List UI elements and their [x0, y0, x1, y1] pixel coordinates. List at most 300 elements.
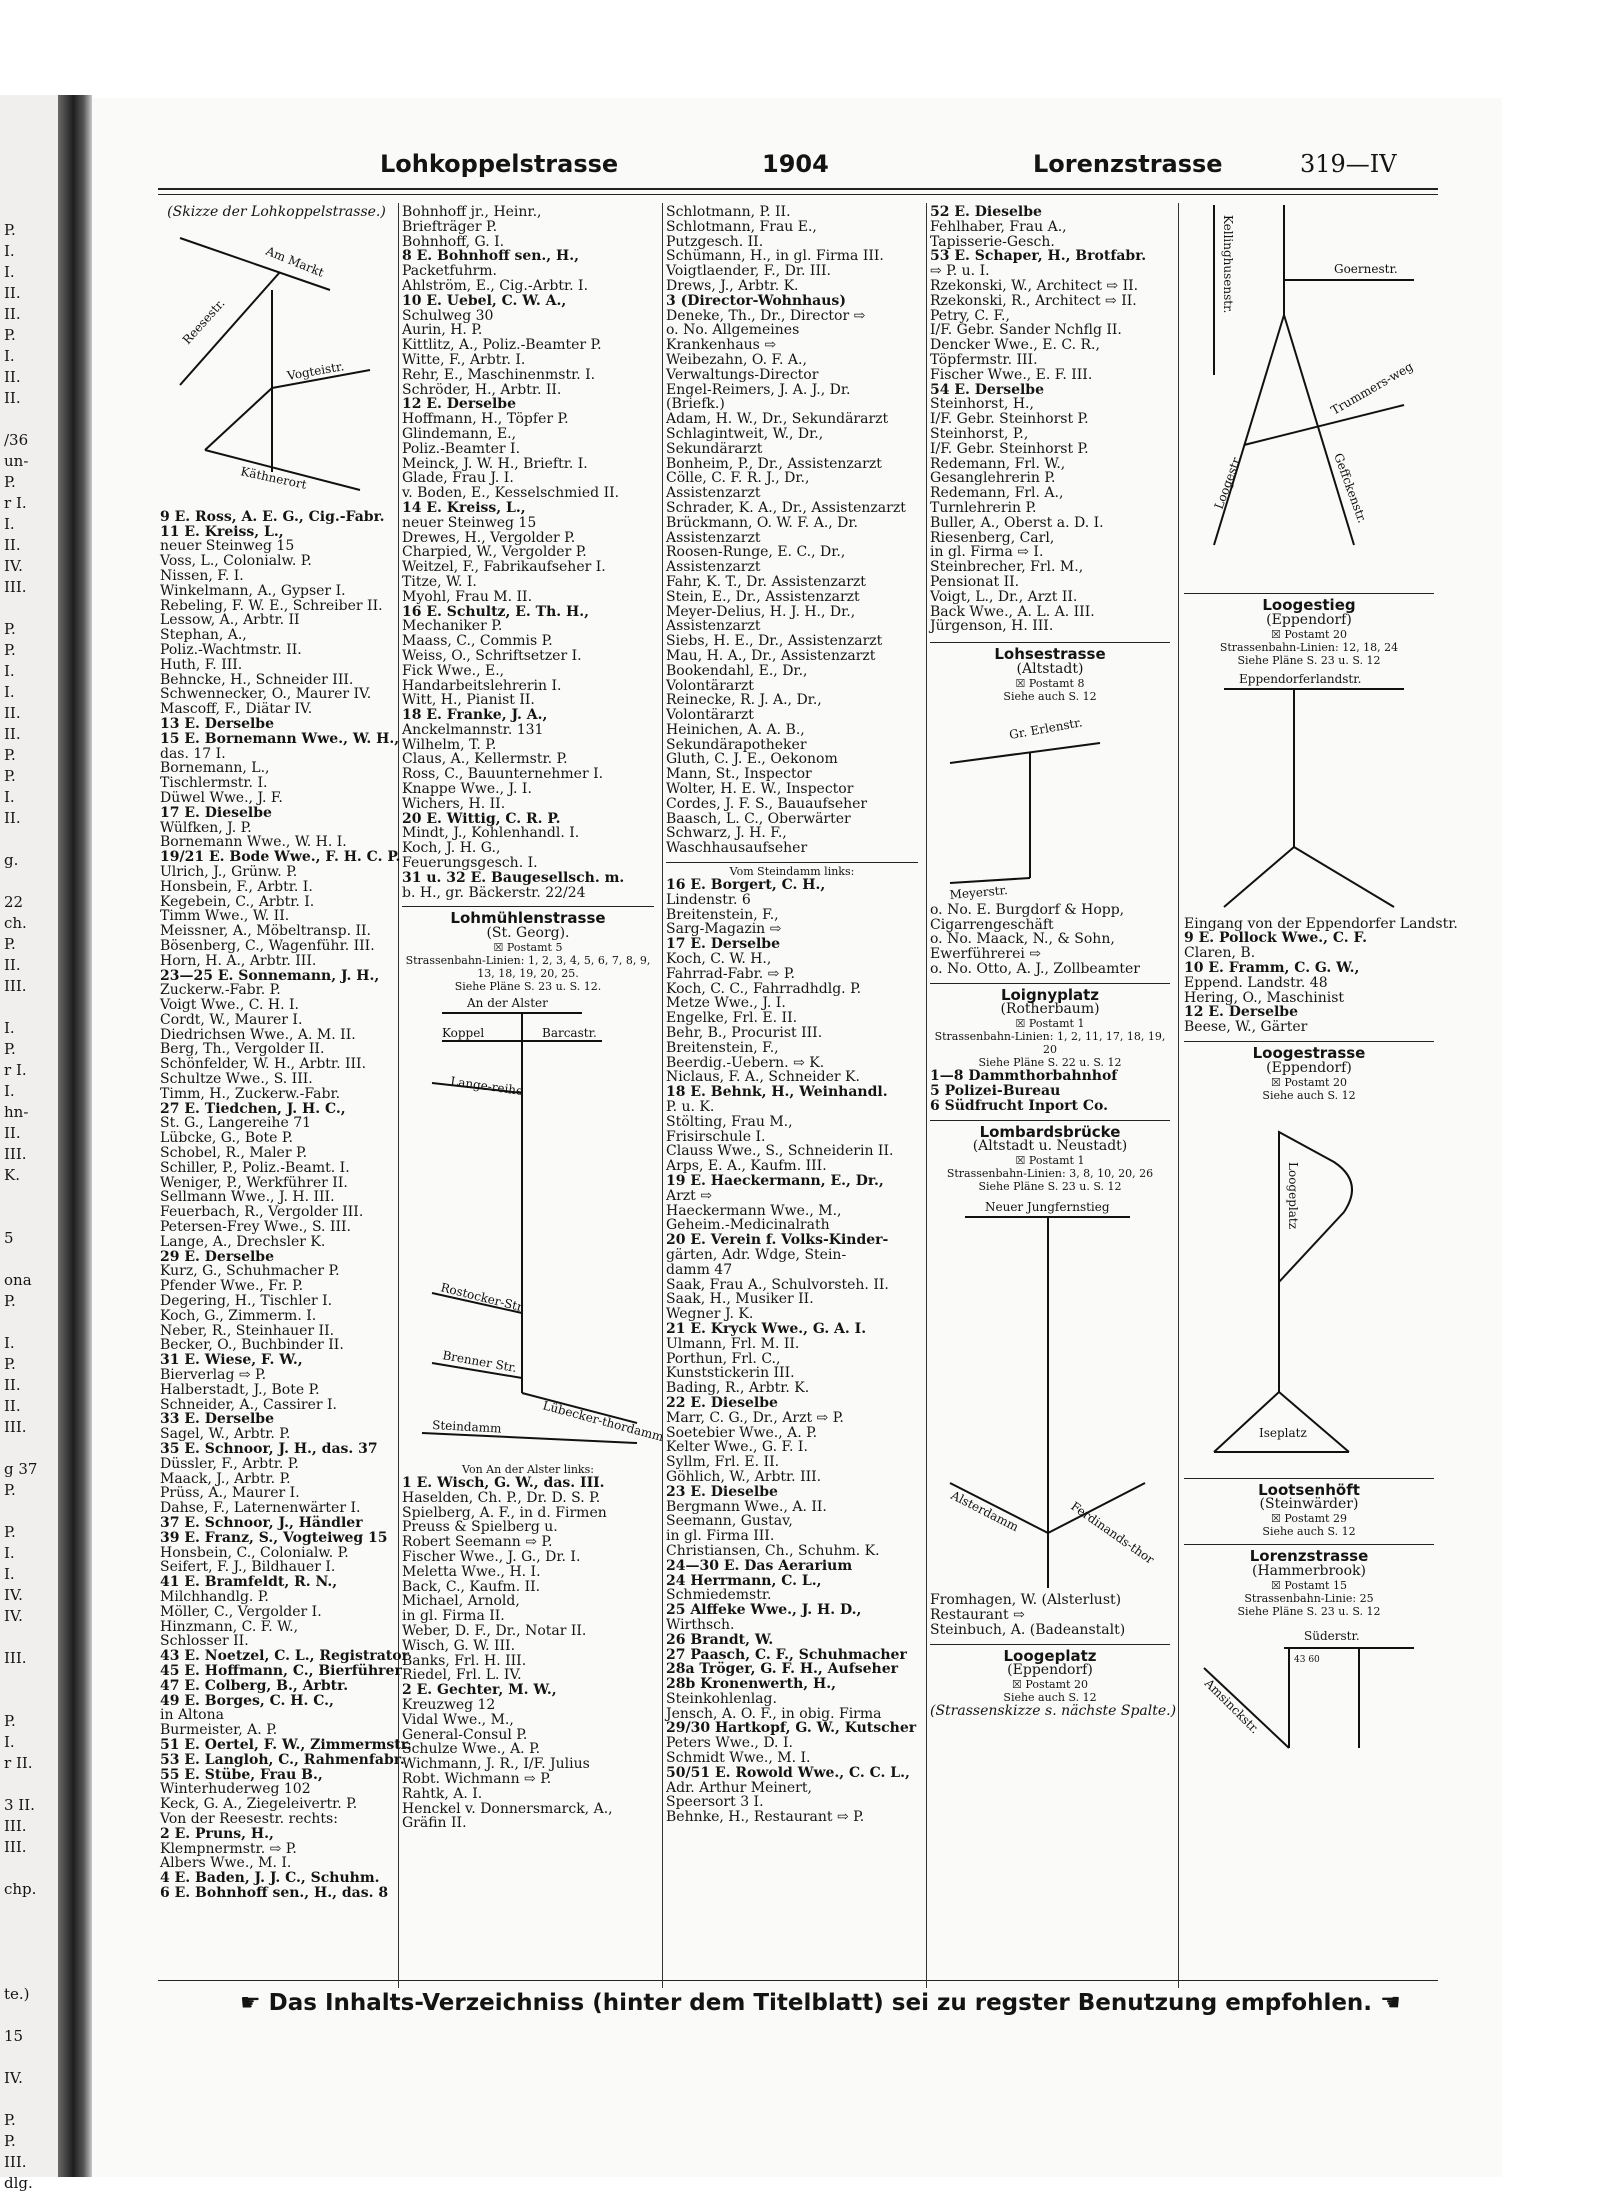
- street-sketch-lohmuehlenstrasse: [402, 993, 666, 1463]
- margin-fragment: P.: [4, 767, 16, 785]
- margin-fragment: IV.: [4, 2069, 23, 2087]
- margin-fragment: P.: [4, 1040, 16, 1058]
- footer-text: Das Inhalts-Verzeichniss (hinter dem Titelblatt) sei zu regster Benutzung empfohlen.: [268, 1990, 1373, 2016]
- entries-list: [666, 205, 918, 856]
- entry: Pfender Wwe., Fr. P.: [160, 1278, 304, 1295]
- entry: Buller, A., Oberst a. D. I.: [930, 514, 1104, 531]
- column-1: [160, 204, 412, 1901]
- entry: Restaurant ⇨: [930, 1607, 1025, 1624]
- entry: Schobel, R., Maler P.: [160, 1145, 308, 1162]
- margin-fragment: P.: [4, 935, 16, 953]
- entry: Weitzel, F., Fabrikaufseher I.: [402, 559, 606, 576]
- entry: Von der Reesestr. rechts:: [160, 1810, 338, 1827]
- entry: 5 Polizei-Bureau: [930, 1083, 1061, 1100]
- entry: 2 E. Pruns, H.,: [160, 1825, 274, 1842]
- sketch-label: Lübecker-thordamm: [541, 1398, 666, 1445]
- entry: Knappe Wwe., J. I.: [402, 781, 532, 798]
- margin-fragment: 22: [4, 893, 24, 911]
- entry: Weniger, P., Werkführer II.: [160, 1174, 348, 1191]
- margin-fragment: K.: [4, 1166, 20, 1184]
- entry: Witte, F., Arbtr. I.: [402, 351, 526, 368]
- margin-fragment: II.: [4, 809, 21, 827]
- entry: Cordes, J. F. S., Bauaufseher: [666, 795, 868, 812]
- entry: Aurin, H. P.: [402, 322, 483, 339]
- sketch-label: Iseplatz: [1259, 1425, 1307, 1440]
- entry: Steinbrecher, Frl. M.,: [930, 559, 1084, 576]
- entry: Mascoff, F., Diätar IV.: [160, 701, 313, 718]
- sketch-label: Koppel: [442, 1026, 485, 1041]
- entry: 16 E. Schultz, E. Th. H.,: [402, 603, 589, 620]
- sketch-label: Eppendorferlandstr.: [1239, 671, 1362, 686]
- note: (Strassenskizze s. nächste Spalte.): [930, 1703, 1177, 1720]
- entry: Timm, H., Zuckerw.-Fabr.: [160, 1085, 341, 1102]
- margin-fragment: I.: [4, 662, 15, 680]
- margin-fragment: 3 II.: [4, 1796, 35, 1814]
- entry: Fromhagen, W. (Alsterlust): [930, 1592, 1122, 1609]
- entry: damm 47: [666, 1261, 733, 1278]
- entry: Pensionat II.: [930, 573, 1020, 590]
- entry: Schlagintweit, W., Dr.,: [666, 425, 824, 442]
- sketch-label: Meyerstr.: [949, 882, 1009, 902]
- district: (Rotherbaum): [1000, 1001, 1100, 1018]
- entry: 20 E. Wittig, C. R. P.: [402, 810, 561, 827]
- entry: 13 E. Derselbe: [160, 715, 275, 732]
- entry: Soetebier Wwe., A. P.: [666, 1424, 818, 1441]
- street-sketch-lombardsbruecke: [930, 1193, 1163, 1593]
- entry: Töpfermstr. III.: [930, 351, 1038, 368]
- margin-fragment: [4, 2089, 37, 2110]
- entry: Schultze Wwe., S. III.: [160, 1071, 313, 1088]
- entry: Porthun, Frl. C.,: [666, 1350, 781, 1367]
- street-sketch-lohkoppelstrasse: [160, 220, 393, 510]
- entry: 1—8 Dammthorbahnhof: [930, 1068, 1118, 1085]
- entry: Tischlermstr. I.: [160, 775, 268, 792]
- entry: 28a Tröger, G. F. H., Aufseher: [666, 1661, 898, 1678]
- entry: 16 E. Borgert, C. H.,: [666, 877, 826, 894]
- postamt: ☒ Postamt 20: [1271, 627, 1347, 641]
- column-3: [666, 205, 918, 1825]
- entry: Honsbein, F., Arbtr. I.: [160, 878, 313, 895]
- street-title: Loogeplatz: [1003, 1646, 1097, 1665]
- entry: 28b Kronenwerth, H.,: [666, 1676, 836, 1693]
- entry: Schulze Wwe., A. P.: [402, 1741, 541, 1758]
- plans-ref: Siehe auch S. 12: [1003, 1691, 1097, 1705]
- entry: Stephan, A.,: [160, 627, 247, 644]
- entry: Deneke, Th., Dr., Director ⇨: [666, 307, 866, 324]
- section-rule: [666, 862, 918, 863]
- margin-fragment: 5: [4, 1229, 14, 1247]
- column-divider: [1178, 203, 1179, 1988]
- street-sketch-loogeplatz: [1184, 1102, 1417, 1472]
- margin-fragment: II.: [4, 1397, 21, 1415]
- margin-fragment: [4, 1207, 37, 1228]
- entry: Beerdig.-Uebern. ⇨ K.: [666, 1054, 825, 1071]
- entry: Jürgenson, H. III.: [930, 618, 1054, 635]
- entry: Fischer Wwe., E. F. III.: [930, 366, 1093, 383]
- entry: Fahr, K. T., Dr. Assistenzarzt: [666, 573, 866, 590]
- margin-fragment: P.: [4, 1712, 16, 1730]
- entry: Roosen-Runge, E. C., Dr.,: [666, 544, 846, 561]
- entry: Wegner J. K.: [666, 1306, 754, 1323]
- margin-fragment: [4, 1690, 37, 1711]
- entry: Schwennecker, O., Maurer IV.: [160, 686, 372, 703]
- entry: Winkelmann, A., Gypser I.: [160, 582, 346, 599]
- margin-fragment: [4, 1501, 37, 1522]
- entry: Banks, Frl. H. III.: [402, 1652, 527, 1669]
- entry: Packetfuhrm.: [402, 263, 498, 280]
- margin-fragment: [4, 1900, 37, 1921]
- district: (Hammerbrook): [1251, 1562, 1366, 1579]
- entry: Arps, E. A., Kaufm. III.: [666, 1158, 827, 1175]
- entry: Feuerbach, R., Vergolder III.: [160, 1204, 364, 1221]
- entry: Tapisserie-Gesch.: [930, 233, 1055, 250]
- margin-fragment: III.: [4, 977, 27, 995]
- entry: Weiss, O., Schriftsetzer I.: [402, 647, 582, 664]
- entry: Lessow, A., Arbtr. II: [160, 612, 300, 629]
- entry: b. H., gr. Bäckerstr. 22/24: [402, 884, 586, 901]
- margin-fragment: I.: [4, 788, 15, 806]
- margin-fragment: [4, 1669, 37, 1690]
- entries-list: [666, 878, 918, 1825]
- entry: Bornemann Wwe., W. H. I.: [160, 834, 347, 851]
- entry: 23—25 E. Sonnemann, J. H.,: [160, 967, 380, 984]
- entry: Lange, A., Drechsler K.: [160, 1233, 326, 1250]
- entry: 51 E. Oertel, F. W., Zimmermstr.: [160, 1736, 412, 1753]
- section-rule: [930, 1644, 1170, 1645]
- entry: Bergmann Wwe., A. II.: [666, 1498, 827, 1515]
- entry: Glindemann, E.,: [402, 425, 517, 442]
- entry: Schlotmann, Frau E.,: [666, 218, 817, 235]
- entry: Dahse, F., Laternenwärter I.: [160, 1500, 361, 1517]
- entry: I/F. Gebr. Steinhorst P.: [930, 411, 1089, 428]
- entry: Handarbeitslehrerin I.: [402, 677, 562, 694]
- entries-list: [930, 205, 1170, 634]
- entry: Ulrich, J., Grünw. P.: [160, 863, 298, 880]
- entry: 22 E. Dieselbe: [666, 1394, 778, 1411]
- entry: 8 E. Bohnhoff sen., H.,: [402, 248, 580, 265]
- street-title: Loignyplatz: [1000, 985, 1100, 1004]
- entry: Berg, Th., Vergolder II.: [160, 1041, 325, 1058]
- book-spine: [58, 95, 92, 2177]
- sketch-title: (Skizze der Lohkoppelstrasse.): [167, 204, 386, 220]
- entry: 31 E. Wiese, F. W.,: [160, 1352, 303, 1369]
- district: (Steinwärder): [1259, 1496, 1359, 1513]
- entry: Adam, H. W., Dr., Sekundärarzt: [666, 411, 889, 428]
- entry: Weber, D. F., Dr., Notar II.: [402, 1623, 587, 1640]
- entry: Voss, L., Colonialw. P.: [160, 553, 312, 570]
- margin-fragment: III.: [4, 1838, 27, 1856]
- entry: Neber, R., Steinhauer II.: [160, 1322, 335, 1339]
- entry: o. No. Maack, N., & Sohn,: [930, 931, 1115, 948]
- entry: Volontärarzt: [666, 707, 754, 724]
- district: (Eppendorf): [1266, 1059, 1352, 1076]
- entry: Steinhorst, P.,: [930, 425, 1029, 442]
- entry: Maack, J., Arbtr. P.: [160, 1470, 291, 1487]
- entry: Milchhandlg. P.: [160, 1588, 269, 1605]
- entry: 37 E. Schnoor, J., Händler: [160, 1514, 363, 1531]
- entry: Mau, H. A., Dr., Assistenzarzt: [666, 647, 876, 664]
- entry: Fischer Wwe., J. G., Dr. I.: [402, 1549, 581, 1566]
- margin-fragment: P.: [4, 641, 16, 659]
- entry: Bohnhoff jr., Heinr.,: [402, 204, 542, 220]
- entry: Heinichen, A. A. B.,: [666, 721, 805, 738]
- entry: Volontärarzt: [666, 677, 754, 694]
- entry: Sagel, W., Arbtr. P.: [160, 1426, 291, 1443]
- entry: Baasch, L. C., Oberwärter: [666, 810, 851, 827]
- entry: Kunststickerin III.: [666, 1365, 795, 1382]
- entry: Bohnhoff, G. I.: [402, 233, 505, 250]
- entry: 52 E. Dieselbe: [930, 204, 1042, 220]
- margin-fragment: III.: [4, 2153, 27, 2171]
- entry: 27 E. Tiedchen, J. H. C.,: [160, 1100, 346, 1117]
- entry: o. No. E. Burgdorf & Hopp,: [930, 901, 1125, 918]
- entry: o. No. Allgemeines: [666, 322, 800, 339]
- entry: Steinkohlenlag.: [666, 1690, 777, 1707]
- entry: Koch, J. H. G.,: [402, 840, 501, 857]
- entry: Ulmann, Frl. M. II.: [666, 1335, 800, 1352]
- entry: 17 E. Dieselbe: [160, 804, 272, 821]
- entry: Assistenzarzt: [666, 485, 761, 502]
- entry: Michael, Arnold,: [402, 1593, 520, 1610]
- entry: 49 E. Borges, C. H. C.,: [160, 1692, 334, 1709]
- margin-fragment: [4, 871, 37, 892]
- entry: Verwaltungs-Director: [666, 366, 819, 383]
- entry: 53 E. Schaper, H., Brotfabr.: [930, 248, 1147, 265]
- entry: 10 E. Uebel, C. W. A.,: [402, 292, 567, 309]
- postamt: ☒ Postamt 1: [1015, 1154, 1085, 1168]
- sketch-label: Vogteistr.: [286, 358, 346, 383]
- entry: o. No. Otto, A. J., Zollbeamter: [930, 960, 1140, 977]
- street-title: Lombardsbrücke: [979, 1122, 1121, 1141]
- entry: Gesanglehrerin P.: [930, 470, 1056, 487]
- margin-fragment: r I.: [4, 1061, 27, 1079]
- entry: Behnke, H., Restaurant ⇨ P.: [666, 1809, 865, 1826]
- entry: Breitenstein, F.,: [666, 906, 779, 923]
- district: (Altstadt u. Neustadt): [972, 1138, 1128, 1155]
- entry: Schmiedemstr.: [666, 1587, 772, 1604]
- footer-rule: [158, 1980, 1438, 1981]
- margin-fragment: II.: [4, 1376, 21, 1394]
- entry: Metze Wwe., J. I.: [666, 995, 786, 1012]
- entry: Myohl, Frau M. II.: [402, 588, 533, 605]
- entry: Kelter Wwe., G. F. I.: [666, 1439, 808, 1456]
- entry: Saak, Frau A., Schulvorsteh. II.: [666, 1276, 889, 1293]
- margin-fragment: I.: [4, 1334, 15, 1352]
- section-rule: [930, 983, 1170, 984]
- entry: Wichers, H. II.: [402, 795, 506, 812]
- entry: Cordt, W., Maurer I.: [160, 1011, 303, 1028]
- margin-fragment: [4, 829, 37, 850]
- entry: 31 u. 32 E. Baugesellsch. m.: [402, 869, 625, 886]
- tram-lines: Strassenbahn-Linien: 1, 2, 3, 4, 5, 6, 7, 8, 9, 13, 18, 19, 20, 25.: [405, 954, 651, 981]
- entry: 15 E. Bornemann Wwe., W. H.,: [160, 730, 400, 747]
- section-rule: [1184, 1478, 1434, 1479]
- margin-fragment: II.: [4, 1124, 21, 1142]
- margin-fragment: un-: [4, 452, 29, 470]
- street-sketch-lohsestrasse: [930, 703, 1163, 903]
- margin-fragment: r II.: [4, 1754, 33, 1772]
- footer-note: [240, 1990, 1401, 2016]
- entry: Hering, O., Maschinist: [1184, 989, 1345, 1006]
- entry: Haeckermann Wwe., M.,: [666, 1202, 842, 1219]
- plans-ref: Siehe auch S. 12: [1262, 1088, 1356, 1102]
- entry: in gl. Firma II.: [402, 1608, 505, 1625]
- entry: Sarg-Magazin ⇨: [666, 921, 782, 938]
- entry: 21 E. Kryck Wwe., G. A. I.: [666, 1320, 867, 1337]
- margin-fragment: [4, 2005, 37, 2026]
- margin-fragment: II.: [4, 704, 21, 722]
- margin-fragment: I.: [4, 515, 15, 533]
- entry: Burmeister, A. P.: [160, 1722, 278, 1739]
- margin-fragment: II.: [4, 725, 21, 743]
- entry: Seemann, Gustav,: [666, 1513, 793, 1530]
- page-number: 319—IV: [1300, 150, 1397, 178]
- entry: Titze, W. I.: [402, 573, 477, 590]
- entry: Mann, St., Inspector: [666, 766, 812, 783]
- entry: Voigtlaender, F., Dr. III.: [666, 263, 831, 280]
- entry: Becker, O., Buchbinder II.: [160, 1337, 344, 1354]
- street-title: Loogestieg: [1262, 596, 1356, 614]
- entry: Steinbuch, A. (Badeanstalt): [930, 1621, 1126, 1638]
- entry: Back, C., Kaufm. II.: [402, 1578, 541, 1595]
- entry: Eppend. Landstr. 48: [1184, 974, 1328, 991]
- sketch-label: Geffckenstr.: [1331, 451, 1370, 525]
- tram-lines: Strassenbahn-Linien: 12, 18, 24: [1219, 640, 1399, 654]
- entry: 12 E. Derselbe: [402, 396, 517, 413]
- entry: Schümann, H., in gl. Firma III.: [666, 248, 884, 265]
- sketch-label: Alsterdamm: [948, 1488, 1021, 1535]
- entry: Wisch, G. W. III.: [402, 1637, 516, 1654]
- entry: Dencker Wwe., E. C. R.,: [930, 337, 1100, 354]
- margin-fragment: g.: [4, 851, 19, 869]
- entry: Eingang von der Eppendorfer Landstr.: [1184, 915, 1458, 932]
- margin-fragment: P.: [4, 1355, 16, 1373]
- postamt: ☒ Postamt 8: [1015, 676, 1085, 690]
- sketch-label: Neuer Jungfernstieg: [985, 1200, 1110, 1215]
- entry: Wirthsch.: [666, 1616, 735, 1633]
- entry: Gräfin II.: [402, 1815, 467, 1832]
- entry: Waschhausaufseher: [666, 840, 808, 857]
- postamt: ☒ Postamt 1: [1015, 1017, 1085, 1031]
- margin-fragment: [4, 1858, 37, 1879]
- entry: 3 (Director-Wohnhaus): [666, 292, 846, 309]
- district: (Altstadt): [1016, 660, 1084, 677]
- entry: Ross, C., Bauunternehmer I.: [402, 766, 604, 783]
- entries-list: [160, 508, 412, 1901]
- entry: Bierverlag ⇨ P.: [160, 1367, 267, 1384]
- sketch-label: Süderstr.: [1304, 1628, 1360, 1643]
- entry: Niclaus, F. A., Schneider K.: [666, 1069, 860, 1086]
- sketch-label: Kellinghusenstr.: [1221, 215, 1235, 314]
- plans-ref: Siehe Pläne S. 23 u. S. 12: [978, 1180, 1122, 1194]
- entry: Anckelmannstr. 131: [402, 721, 544, 738]
- entry: 19/21 E. Bode Wwe., F. H. C. P.: [160, 849, 401, 866]
- entry: Göhlich, W., Arbtr. III.: [666, 1468, 822, 1485]
- entry: Feuerungsgesch. I.: [402, 855, 538, 872]
- column-divider: [926, 203, 927, 1988]
- entry: Engelke, Frl. E. II.: [666, 1010, 798, 1027]
- margin-fragment: [4, 598, 37, 619]
- entry: Robert Seemann ⇨ P.: [402, 1534, 553, 1551]
- entry: Hinzmann, C. F. W.,: [160, 1618, 299, 1635]
- entry: Rebeling, F. W. E., Schreiber II.: [160, 597, 383, 614]
- sketch-label: Gr. Erlenstr.: [1008, 715, 1084, 742]
- entry: Schröder, H., Arbtr. II.: [402, 381, 562, 398]
- entry: Lindenstr. 6: [666, 891, 751, 908]
- entry: 23 E. Dieselbe: [666, 1483, 778, 1500]
- section-rule: [1184, 1041, 1434, 1042]
- sketch-label: Reesestr.: [179, 296, 228, 347]
- entry: 17 E. Derselbe: [666, 936, 781, 953]
- entry: Drewes, H., Vergolder P.: [402, 529, 576, 546]
- margin-fragment: II.: [4, 956, 21, 974]
- column-divider: [398, 203, 399, 1988]
- entry: Kegebein, C., Arbtr. I.: [160, 893, 315, 910]
- margin-fragment: I.: [4, 242, 15, 260]
- margin-fragment: [4, 1186, 37, 1207]
- entry: Peters Wwe., D. I.: [666, 1735, 793, 1752]
- entry: Schneider, A., Cassirer I.: [160, 1396, 337, 1413]
- entry: Engel-Reimers, J. A. J., Dr.: [666, 381, 851, 398]
- entry: Meissner, A., Möbeltransp. II.: [160, 923, 372, 940]
- entry: Bookendahl, E., Dr.,: [666, 662, 808, 679]
- header-rule-thin: [158, 194, 1438, 195]
- margin-fragment: P.: [4, 620, 16, 638]
- entry: Zuckerw.-Fabr. P.: [160, 982, 281, 999]
- street-title: Lohsestrasse: [994, 645, 1106, 664]
- entry: Breitenstein, F.,: [666, 1039, 779, 1056]
- entry: Riedel, Frl. L. IV.: [402, 1667, 522, 1684]
- entry: Schlosser II.: [160, 1633, 249, 1650]
- entry: Wichmann, J. R., I/F. Julius: [402, 1756, 590, 1773]
- tram-lines: Strassenbahn-Linien: 1, 2, 11, 17, 18, 19, 20: [934, 1030, 1166, 1057]
- entry: Frisirschule I.: [666, 1128, 766, 1145]
- entry: Timm Wwe., W. II.: [160, 908, 290, 925]
- entry: Voigt Wwe., C. H. I.: [160, 997, 299, 1014]
- entry: Hoffmann, H., Töpfer P.: [402, 411, 569, 428]
- entry: Petersen-Frey Wwe., S. III.: [160, 1219, 351, 1236]
- entry: 9 E. Pollock Wwe., C. F.: [1184, 930, 1367, 947]
- entry: Claren, B.: [1184, 945, 1256, 962]
- entry: Steinhorst, H.,: [930, 396, 1034, 413]
- entry: Schiller, P., Poliz.-Beamt. I.: [160, 1159, 350, 1176]
- entry: Beese, W., Gärter: [1184, 1019, 1308, 1036]
- entry: 39 E. Franz, S., Vogteiweg 15: [160, 1529, 388, 1546]
- entry: Sekundärapotheker: [666, 736, 807, 753]
- margin-fragment: P.: [4, 1292, 16, 1310]
- entry: Robt. Wichmann ⇨ P.: [402, 1770, 552, 1787]
- previous-page-margin: [0, 95, 58, 2192]
- entry: Adr. Arthur Meinert,: [666, 1779, 812, 1796]
- entry: I/F. Gebr. Sander Nchflg II.: [930, 322, 1122, 339]
- header-right-street: Lorenzstrasse: [1033, 150, 1223, 178]
- entry: Honsbein, C., Colonialw. P.: [160, 1544, 349, 1561]
- entry: Krankenhaus ⇨: [666, 337, 777, 354]
- pointing-hand-icon: ☚: [1380, 1990, 1401, 2016]
- sketch-label: Rostocker-Str.: [439, 1280, 527, 1315]
- margin-fragment: ona: [4, 1271, 32, 1289]
- margin-fragment: I.: [4, 347, 15, 365]
- margin-fragment: I.: [4, 1019, 15, 1037]
- entry: Arzt ⇨: [666, 1187, 712, 1204]
- entry: Behr, B., Procurist III.: [666, 1025, 823, 1042]
- entry: Marr, C. G., Dr., Arzt ⇨ P.: [666, 1409, 844, 1426]
- entry: Rzekonski, W., Architect ⇨ II.: [930, 277, 1139, 294]
- margin-fragment: P.: [4, 221, 16, 239]
- column-5: [1184, 205, 1458, 1758]
- plans-ref: Siehe auch S. 12: [1262, 1525, 1356, 1539]
- margin-fragment: [4, 1627, 37, 1648]
